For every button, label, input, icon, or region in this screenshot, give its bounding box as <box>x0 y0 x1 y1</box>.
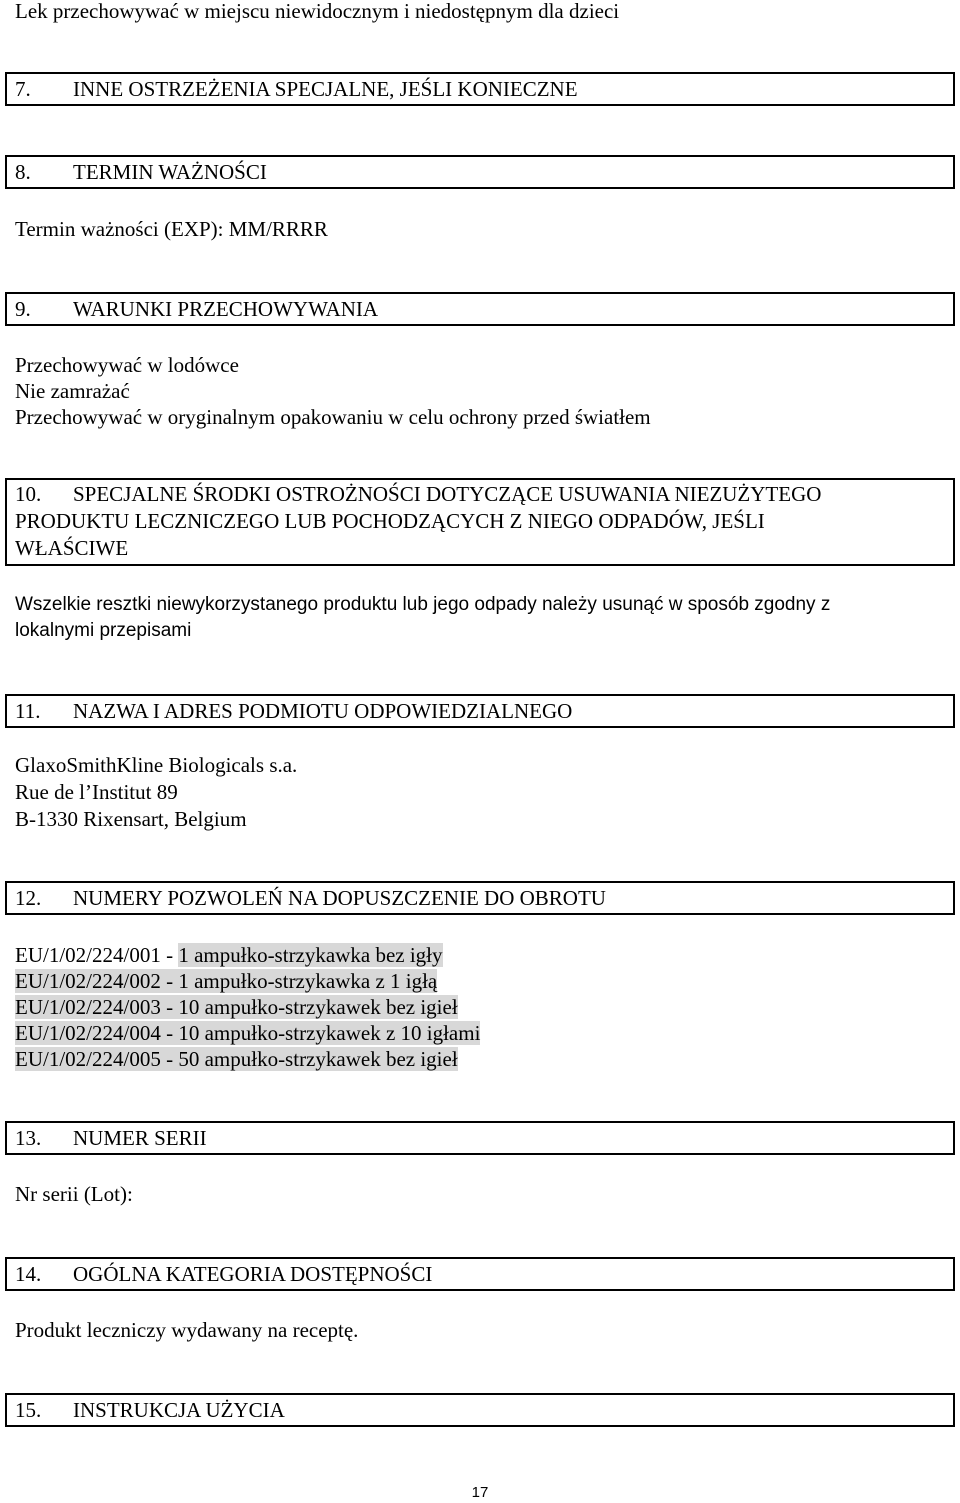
company-city: B-1330 Rixensart, Belgium <box>15 807 247 831</box>
section-10-title-line: WŁAŚCIWE <box>15 536 129 560</box>
section-14-title: OGÓLNA KATEGORIA DOSTĘPNOŚCI <box>73 1262 433 1286</box>
license-item <box>15 1020 480 1046</box>
section-8-title: TERMIN WAŻNOŚCI <box>73 160 267 184</box>
section-10-title-line: PRODUKTU LECZNICZEGO LUB POCHODZĄCYCH Z NIEGO ODPADÓW, JEŚLI <box>15 509 765 533</box>
company-street: Rue de l’Institut 89 <box>15 780 178 804</box>
prescription-text: Produkt leczniczy wydawany na receptę. <box>15 1318 359 1342</box>
license-item <box>15 1046 458 1072</box>
section-8-number: 8. <box>15 160 31 184</box>
batch-number-text: Nr serii (Lot): <box>15 1182 133 1206</box>
section-9-title: WARUNKI PRZECHOWYWANIA <box>73 297 379 321</box>
license-code: EU/1/02/224/002 - <box>15 969 179 993</box>
section-15-title: INSTRUKCJA UŻYCIA <box>73 1398 285 1422</box>
section-9-header <box>5 292 955 326</box>
storage-line: Przechowywać w lodówce <box>15 353 239 377</box>
section-11-header <box>5 694 955 728</box>
section-12-number: 12. <box>15 886 42 910</box>
license-description: 50 ampułko-strzykawek bez igieł <box>178 1047 458 1071</box>
storage-line: Nie zamrażać <box>15 379 130 403</box>
license-item <box>15 968 437 994</box>
section-13-number: 13. <box>15 1126 42 1150</box>
page-number: 17 <box>471 1484 489 1501</box>
section-8-header <box>5 155 955 189</box>
section-10-title-line: SPECJALNE ŚRODKI OSTROŻNOŚCI DOTYCZĄCE USUWANIA NIEZUŻYTEGO <box>73 482 822 506</box>
license-description: 1 ampułko-strzykawka bez igły <box>178 943 443 967</box>
section-9-number: 9. <box>15 297 31 321</box>
section-7-header <box>5 72 955 106</box>
license-item <box>15 994 458 1020</box>
license-code: EU/1/02/224/003 - <box>15 995 179 1019</box>
section-13-header <box>5 1121 955 1155</box>
section-10-header <box>5 478 955 566</box>
license-description: 10 ampułko-strzykawek z 10 igłami <box>178 1021 481 1045</box>
section-12-title: NUMERY POZWOLEŃ NA DOPUSZCZENIE DO OBROTU <box>73 886 606 910</box>
license-code: EU/1/02/224/001 - <box>15 943 179 967</box>
license-item <box>15 942 443 968</box>
section-7-title: INNE OSTRZEŻENIA SPECJALNE, JEŚLI KONIECZNE <box>73 77 578 101</box>
section-15-number: 15. <box>15 1398 42 1422</box>
expiry-date-text: Termin ważności (EXP): MM/RRRR <box>15 217 328 241</box>
section-13-title: NUMER SERII <box>73 1126 207 1150</box>
section-10-number: 10. <box>15 482 42 506</box>
section-12-header <box>5 881 955 915</box>
license-code: EU/1/02/224/004 - <box>15 1021 179 1045</box>
section-11-title: NAZWA I ADRES PODMIOTU ODPOWIEDZIALNEGO <box>73 699 573 723</box>
section-11-number: 11. <box>15 699 41 723</box>
section-7-number: 7. <box>15 77 31 101</box>
company-name: GlaxoSmithKline Biologicals s.a. <box>15 753 298 777</box>
disposal-text-line: lokalnymi przepisami <box>15 620 192 641</box>
license-description: 1 ampułko-strzykawka z 1 igłą <box>178 969 438 993</box>
storage-warning-text: Lek przechowywać w miejscu niewidocznym i niedostępnym dla dzieci <box>15 0 620 23</box>
license-description: 10 ampułko-strzykawek bez igieł <box>178 995 458 1019</box>
section-14-header <box>5 1257 955 1291</box>
section-15-header <box>5 1393 955 1427</box>
section-14-number: 14. <box>15 1262 42 1286</box>
disposal-text-line: Wszelkie resztki niewykorzystanego produktu lub jego odpady należy usunąć w sposób zgodny z <box>15 594 831 615</box>
license-code: EU/1/02/224/005 - <box>15 1047 179 1071</box>
storage-line: Przechowywać w oryginalnym opakowaniu w celu ochrony przed światłem <box>15 405 651 429</box>
